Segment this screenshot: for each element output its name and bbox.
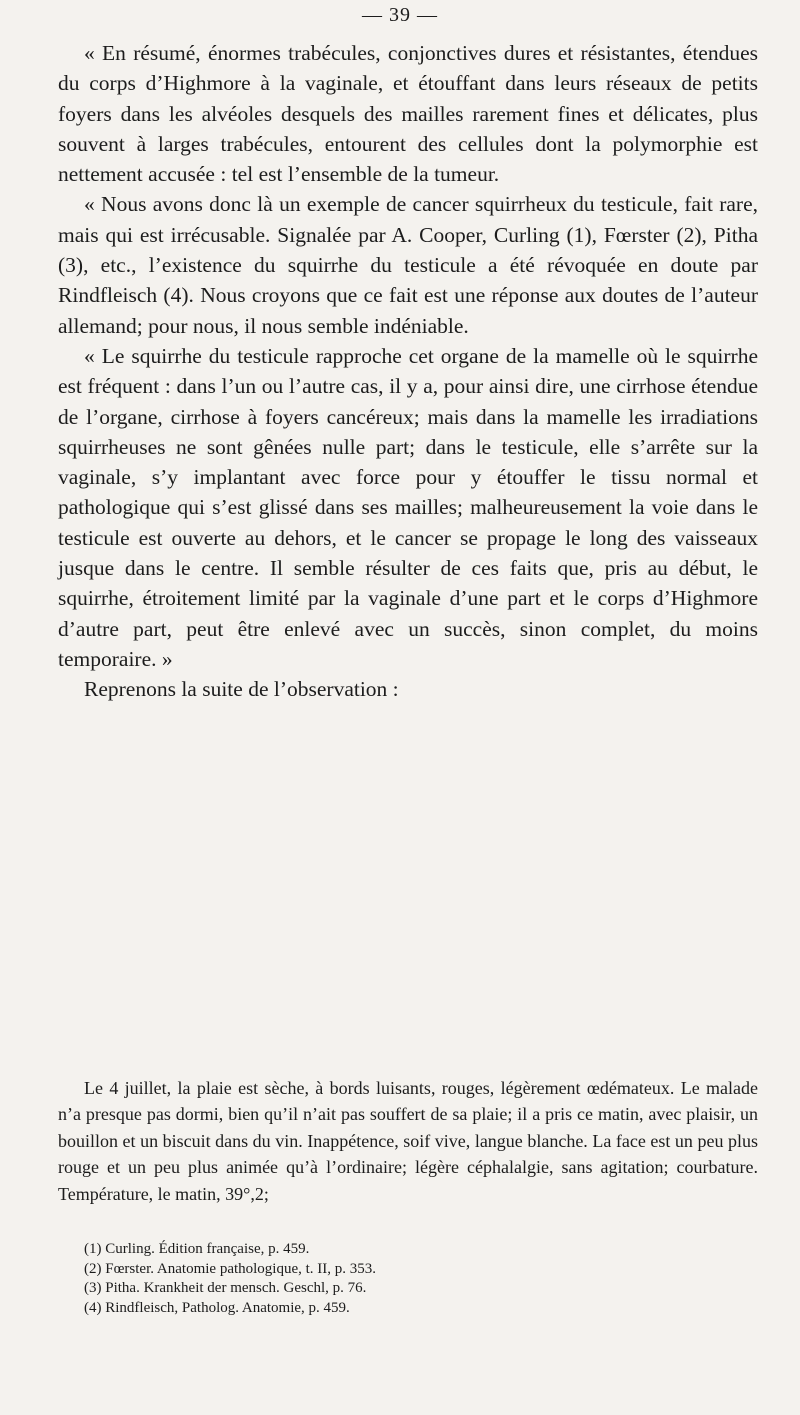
paragraph: Reprenons la suite de l’observation : — [84, 677, 399, 702]
footnote: (2) Fœrster. Anatomie pathologique, t. II, p. 353. — [84, 1260, 377, 1277]
paragraph: « Le squirrhe du testicule rapproche cet organe de la mamelle où le squirrhe est fréquent : dans l’un ou l’autre cas, il y a, pour ainsi dire, une cirrhose étendue de l’organe, cirrhose à foyers cancéreux; mais dans la mamelle les irradiations squirrheuses ne sont gênées nulle part; dans le testicule, elle s’arrête sur la vaginale, s’y implantant avec force pour y étouffer le tissu normal et pathologique qui s’est glissé dans ses mailles; malheureusement la voie dans le testicule est ouverte au dehors, et le cancer se propage le long des vaisseaux jusque dans le centre. Il semble résulter de ces faits que, pris au début, le squirrhe, étroitement limité par la vaginale d’une part et le corps d’Highmore d’autre part, peut être enlevé avec un succès, sinon complet, du moins temporaire. » — [58, 343, 758, 671]
observation-text — [58, 1075, 758, 1207]
main-text — [58, 38, 758, 705]
footnote: (3) Pitha. Krankheit der mensch. Geschl, p. 76. — [84, 1280, 367, 1296]
observation-paragraph: Le 4 juillet, la plaie est sèche, à bords luisants, rouges, légèrement œdémateux. Le malade n’a presque pas dormi, bien qu’il n’ait pas souffert de sa plaie; il a pris ce matin, avec plaisir, un bouillon et un biscuit dans du vin. Inappétence, soif vive, langue blanche. La face est un peu plus rouge et un peu plus animée qu’à l’ordinaire; légère céphalalgie, sans agitation; courbature. Température, le matin, 39°,2; — [58, 1078, 758, 1204]
footnote: (4) Rindfleisch, Patholog. Anatomie, p. 459. — [84, 1299, 350, 1316]
page-number: — 39 — — [362, 4, 438, 26]
footnote: (1) Curling. Édition française, p. 459. — [84, 1241, 310, 1257]
paragraph: « En résumé, énormes trabécules, conjonctives dures et résistantes, étendues du corps d’Highmore à la vaginale, et étouffant dans leurs réseaux de petits foyers dans les alvéoles desquels des mailles rarement fines et délicates, plus souvent à larges trabécules, entourent des cellules dont la polymorphie est nettement accusée : tel est l’ensemble de la tumeur. — [58, 41, 758, 187]
paragraph: « Nous avons donc là un exemple de cancer squirrheux du testicule, fait rare, mais qui est irrécusable. Signalée par A. Cooper, Curling (1), Fœrster (2), Pitha (3), etc., l’existence du squirrhe du testicule a été révoquée en doute par Rindfleisch (4). Nous croyons que ce fait est une réponse aux doutes de l’auteur allemand; pour nous, il nous semble indéniable. — [58, 192, 758, 338]
footnotes — [84, 1240, 744, 1318]
